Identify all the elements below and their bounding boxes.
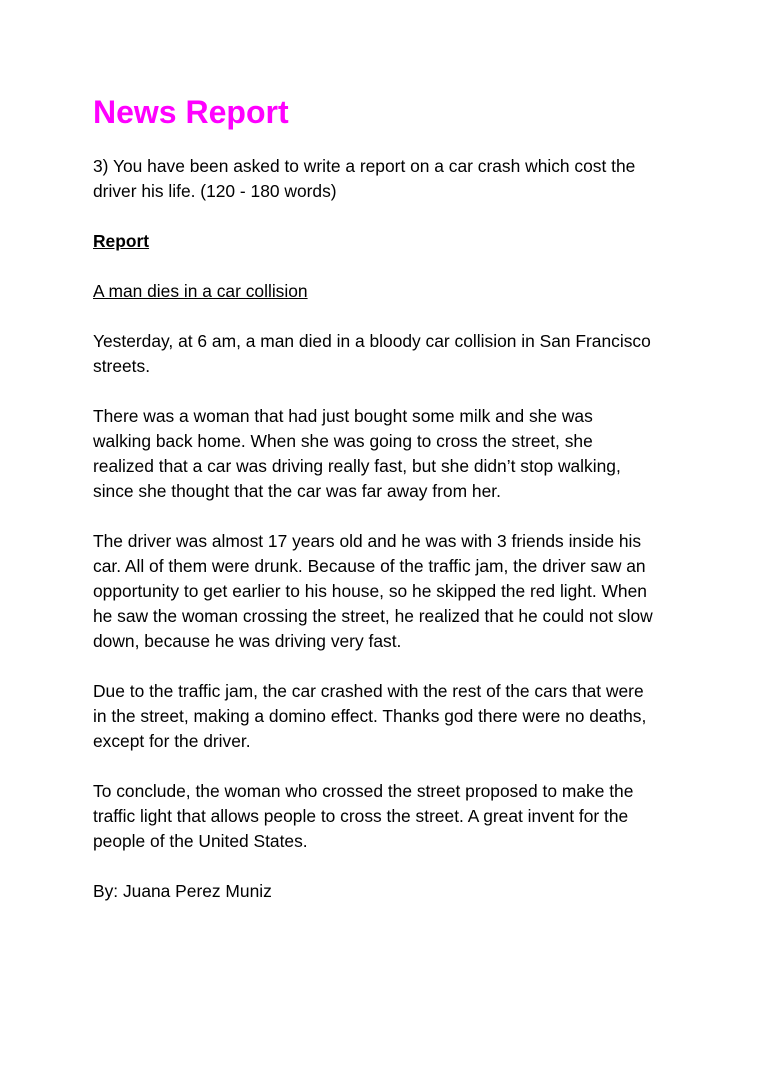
body-paragraph-1 bbox=[93, 329, 683, 379]
headline-section bbox=[93, 279, 683, 304]
prompt-line: 3) You have been asked to write a report on a car crash which cost the bbox=[93, 156, 636, 176]
paragraph-line: streets. bbox=[93, 356, 151, 376]
paragraph-line: since she thought that the car was far away from her. bbox=[93, 481, 501, 501]
body-paragraph-3 bbox=[93, 529, 683, 654]
prompt-text bbox=[93, 154, 683, 204]
paragraph-line: in the street, making a domino effect. Thanks god there were no deaths, bbox=[93, 706, 647, 726]
body-paragraph-5 bbox=[93, 779, 683, 854]
report-label: Report bbox=[93, 231, 150, 251]
paragraph-line: he saw the woman crossing the street, he realized that he could not slow bbox=[93, 606, 653, 626]
paragraph-line: Yesterday, at 6 am, a man died in a bloody car collision in San Francisco bbox=[93, 331, 651, 351]
paragraph-line: To conclude, the woman who crossed the street proposed to make the bbox=[93, 781, 634, 801]
paragraph-line: walking back home. When she was going to cross the street, she bbox=[93, 431, 593, 451]
paragraph-line: The driver was almost 17 years old and he was with 3 friends inside his bbox=[93, 531, 642, 551]
report-headline: A man dies in a car collision bbox=[93, 281, 308, 301]
document-page bbox=[93, 92, 683, 929]
paragraph-line: Due to the traffic jam, the car crashed with the rest of the cars that were bbox=[93, 681, 644, 701]
paragraph-line: opportunity to get earlier to his house, so he skipped the red light. When bbox=[93, 581, 647, 601]
document-title: News Report bbox=[93, 94, 289, 130]
paragraph-line: car. All of them were drunk. Because of the traffic jam, the driver saw an bbox=[93, 556, 646, 576]
report-section bbox=[93, 229, 683, 254]
body-paragraph-2 bbox=[93, 404, 683, 504]
paragraph-line: except for the driver. bbox=[93, 731, 251, 751]
body-paragraph-4 bbox=[93, 679, 683, 754]
paragraph-line: realized that a car was driving really fast, but she didn’t stop walking, bbox=[93, 456, 621, 476]
paragraph-line: There was a woman that had just bought some milk and she was bbox=[93, 406, 593, 426]
byline: By: Juana Perez Muniz bbox=[93, 881, 272, 901]
paragraph-line: down, because he was driving very fast. bbox=[93, 631, 402, 651]
prompt-line: driver his life. (120 - 180 words) bbox=[93, 181, 337, 201]
paragraph-line: people of the United States. bbox=[93, 831, 308, 851]
paragraph-line: traffic light that allows people to cross the street. A great invent for the bbox=[93, 806, 629, 826]
